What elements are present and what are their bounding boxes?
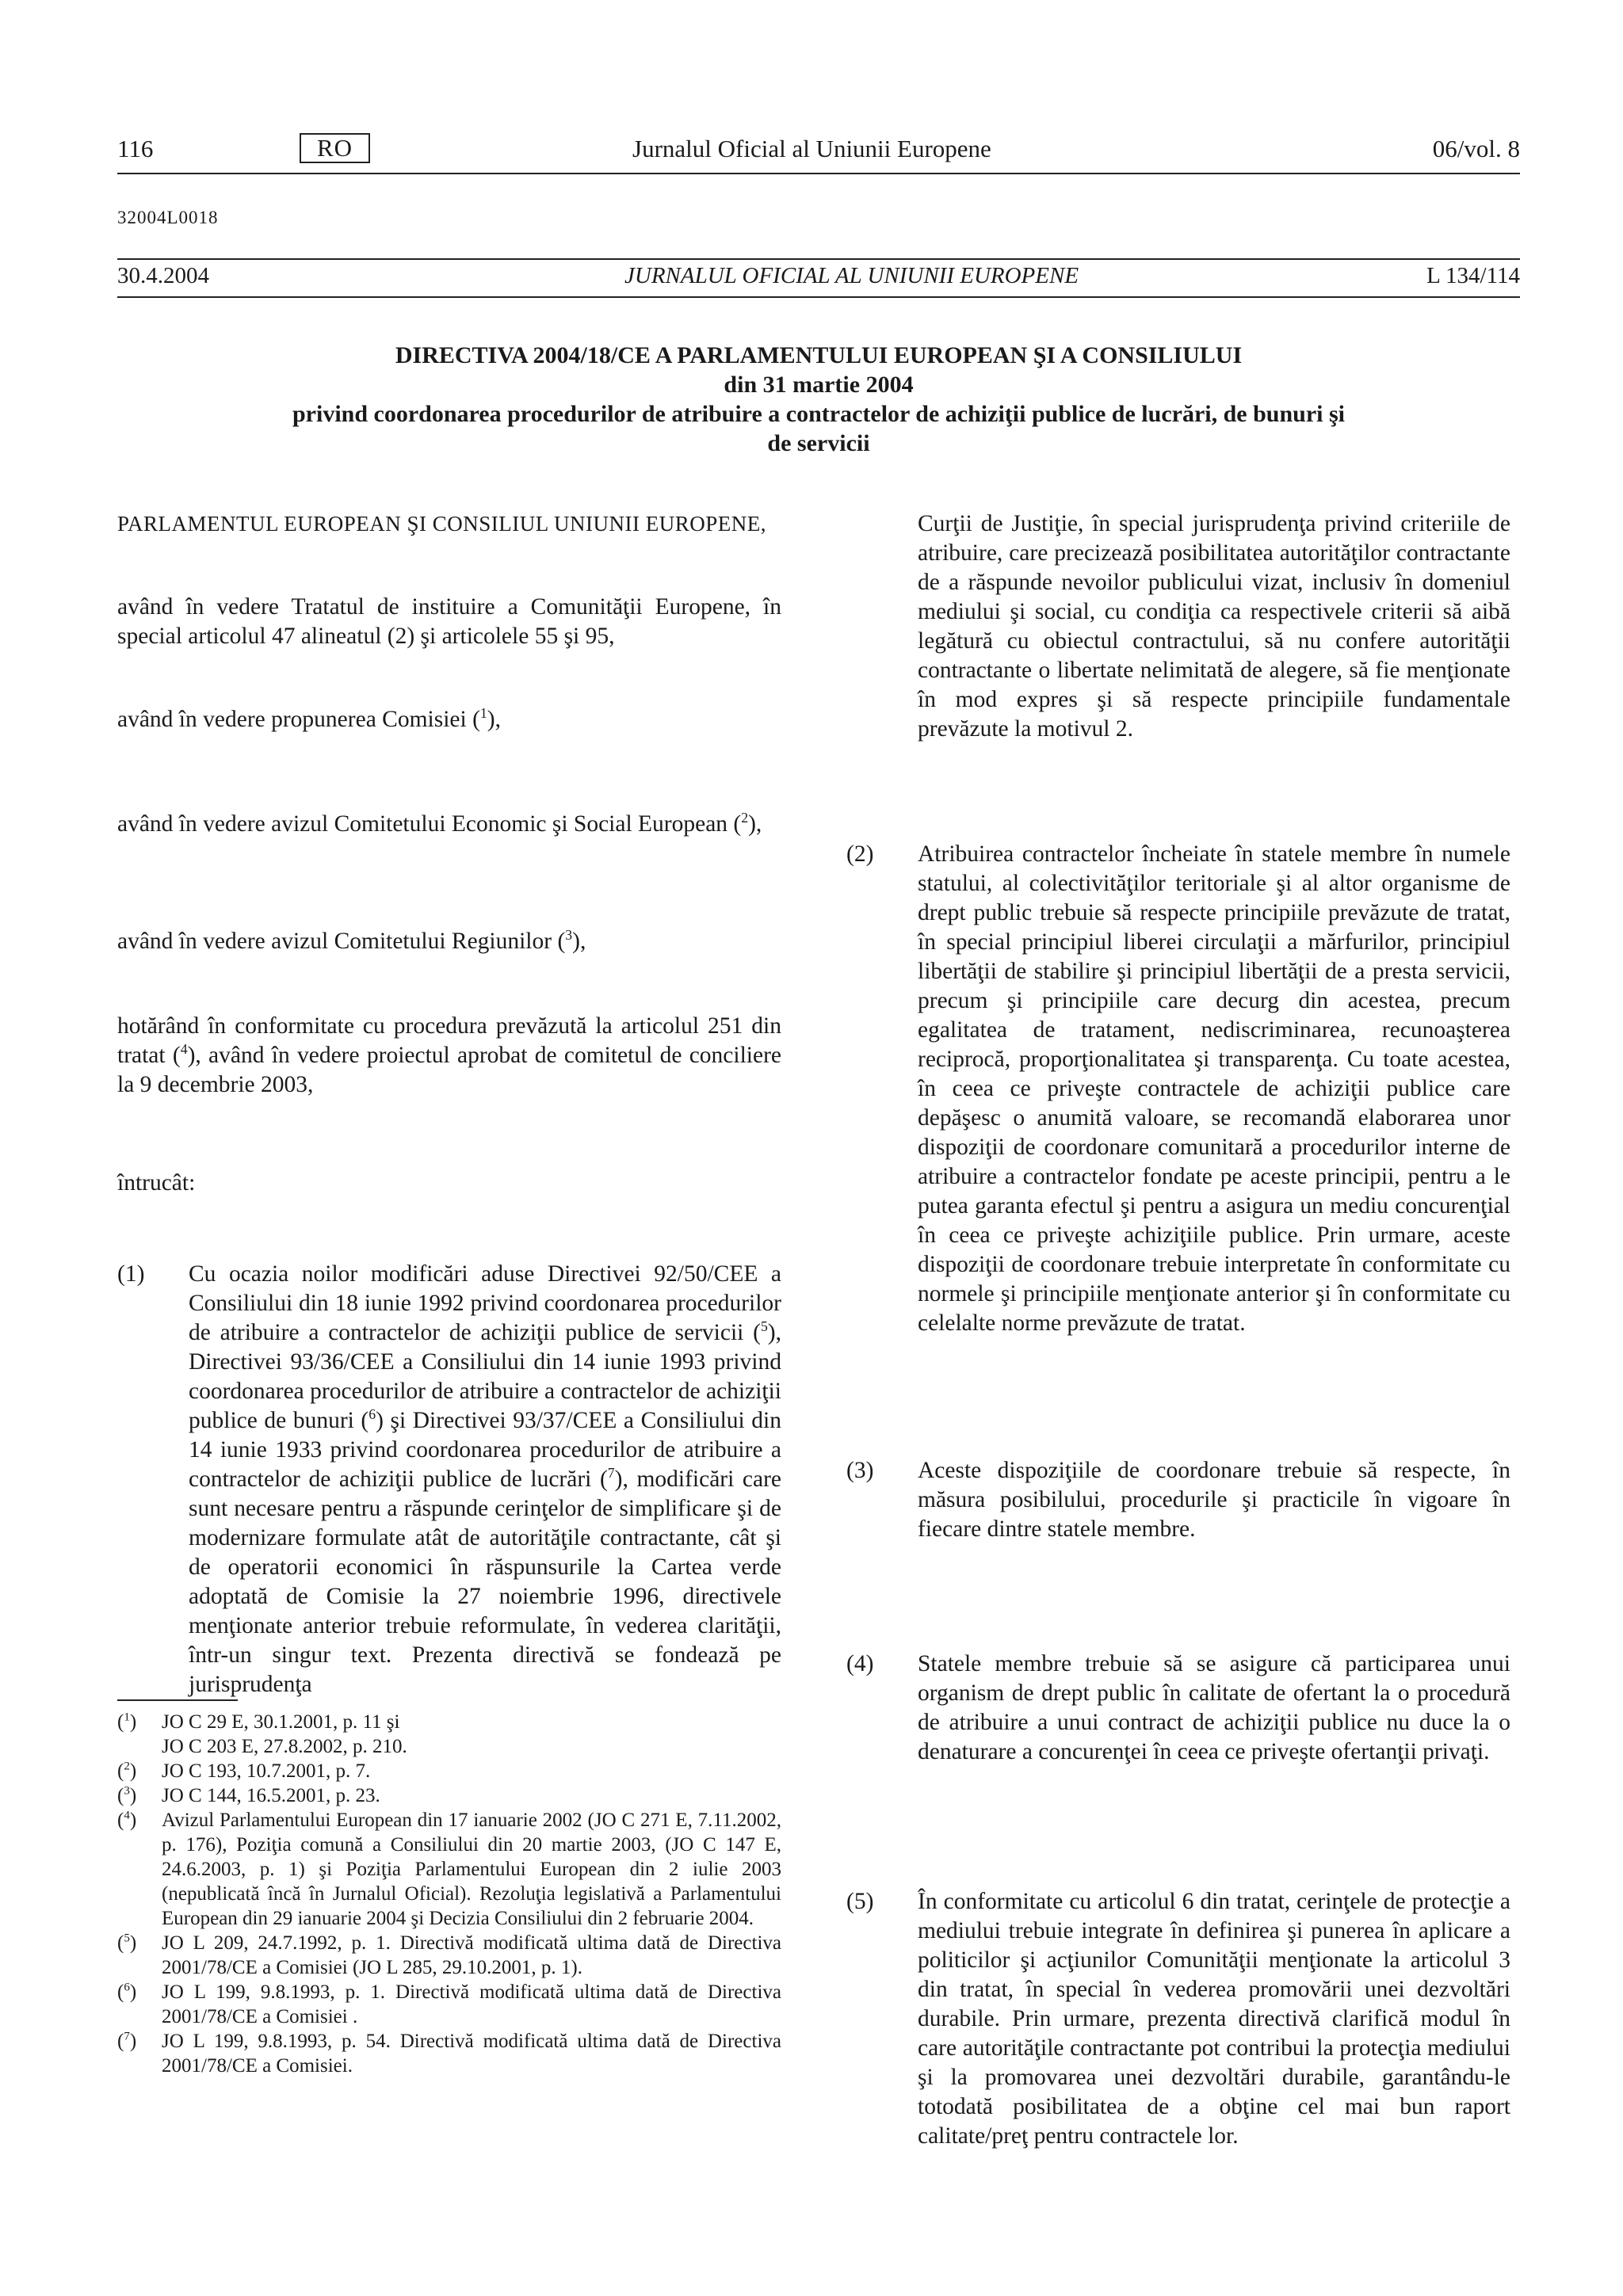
running-header xyxy=(117,132,1520,174)
recital-number: (5) xyxy=(846,1889,874,1914)
oj-header xyxy=(117,258,1520,298)
journal-title: Jurnalul Oficial al Uniunii Europene xyxy=(632,135,991,162)
directive-title xyxy=(117,341,1520,458)
recital-text: Atribuirea contractelor încheiate în statele membre în numele statului, al colectivităţilor teritoriale şi al altor organisme de drept public trebuie să respecte principiile prevăzute de tratat, în special principiul liberei circulaţii a mărfurilor, principiul libertăţii de stabilire şi principiul libertăţii de a presta servicii, precum şi principiile care decurg din acestea, precum egalitatea de tratament, nediscriminarea, recunoaşterea reciprocă, proporţionalitatea şi transparenţa. Cu toate acestea, în ceea ce priveşte contractele de achiziţii publice care depăşesc o anumită valoare, se recomandă elaborarea unor dispoziţii de coordonare comunitară a procedurilor interne de atribuire a contractelor fondate pe aceste principii, pentru a le putea garanta efectul şi pentru a asigura un mediu concurenţial în ceea ce priveşte achiziţiile publice. Prin urmare, aceste dispoziţii de coordonare trebuie interpretate în conformitate cu normele şi principiile menţionate anterior şi în conformitate cu celelalte norme prevăzute de tratat. xyxy=(918,841,1510,1336)
title-line-1: DIRECTIVA 2004/18/CE A PARLAMENTULUI EUROPEAN ŞI A CONSILIULUI xyxy=(395,342,1243,368)
preamble-procedure: hotărând în conformitate cu procedura prevăzută la articolul 251 din tratat ($^4$), având în vedere proiectul aprobat de comitetul de conciliere la 9 decembrie 2003, xyxy=(117,1013,781,1097)
recital-text: Cu ocazia noilor modificări aduse Directivei 92/50/CEE a Consiliului din 18 iunie 1992 privind coordonarea procedurilor de atribuire a contractelor de achiziţii publice de servicii ($^5$), Directivei 93/36/CEE a Consiliului din 14 iunie 1993 privind coordonarea procedurilor de atribuire a contractelor de achiziţii publice de bunuri ($^6$) şi Directivei 93/37/CEE a Consiliului din 14 iunie 1933 privind coordonarea procedurilor de atribuire a contractelor de achiziţii publice de lucrări ($^7$), modificări care sunt necesare pentru a răspunde cerinţelor de simplificare şi de modernizare formulate atât de autorităţile contractante, cât şi de operatorii economici în răspunsurile la Cartea verde adoptată de Comisie la 27 noiembrie 1996, directivele menţionate anterior trebuie reformulate, în vederea clarităţii, într-un singur text. Prezenta directivă se fondează pe jurisprudenţa xyxy=(189,1261,782,1697)
footnote-1: ($^1$) JO C 29 E, 30.1.2001, p. 11 şi JO C 203 E, 27.8.2002, p. 210. xyxy=(117,1711,407,1757)
footnote-7: ($^7$) JO L 199, 9.8.1993, p. 54. Directivă modificată ultima dată de Directiva 2001/78/CE a Comisiei. xyxy=(117,2030,781,2077)
footnote-separator xyxy=(117,1699,238,1701)
footnote-2: ($^2$) JO C 193, 10.7.2001, p. 7. xyxy=(117,1760,371,1782)
footnote-4: ($^4$) Avizul Parlamentului European din 17 ianuarie 2002 (JO C 271 E, 7.11.2002, p. 176), Poziţia comună a Consiliului din 20 martie 2003, (JO C 147 E, 24.6.2003, p. 1) şi Poziţia Parlamentului European din 2 iulie 2003 (nepublicată încă în Jurnalul Oficial). Rezoluţia legislativă a Parlamentului European din 29 ianuarie 2004 şi Decizia Consiliului din 2 februarie 2004. xyxy=(117,1809,781,1929)
title-line-3: privind coordonarea procedurilor de atribuire a contractelor de achiziţii publice de lucrări, de bunuri şi xyxy=(292,401,1345,427)
footnotes xyxy=(117,1710,781,2078)
preamble-ecosoc: având în vedere avizul Comitetului Economic şi Social European ($^2$), xyxy=(117,810,762,837)
preamble-whereas: întrucât: xyxy=(117,1170,196,1196)
recital-text: Statele membre trebuie să se asigure că participarea unui organism de drept public în calitate de ofertant la o procedură de atribuire a unui contract de achiziţii publice nu duce la o denaturare a concurenţei în ceea ce priveşte ofertanţii privaţi. xyxy=(918,1651,1510,1764)
page-number: 116 xyxy=(117,135,154,162)
recital-text: Aceste dispoziţiile de coordonare trebuie să respecte, în măsura posibilului, procedurile şi practicile în vigoare în fiecare dintre statele membre. xyxy=(918,1458,1510,1542)
title-line-2: din 31 martie 2004 xyxy=(724,372,914,398)
preamble-commission: având în vedere propunerea Comisiei ($^1$), xyxy=(117,705,501,732)
publication-date: 30.4.2004 xyxy=(117,263,209,288)
recital-text: În conformitate cu articolul 6 din tratat, cerinţele de protecţie a mediului trebuie integrate în definirea şi punerea în aplicare a politicilor şi acţiunilor Comunităţii menţionate la articolul 3 din tratat, în special în vederea promovării unei dezvoltări durabile. Prin urmare, prezenta directivă clarifică modul în care autorităţile contractante pot contribui la protecţia mediului şi la promovarea unei dezvoltări durabile, garantându-le totodată posibilitatea de a obţine cel mai bun raport calitate/preţ pentru contractele lor. xyxy=(918,1889,1510,2149)
footnote-3: ($^3$) JO C 144, 16.5.2001, p. 23. xyxy=(117,1784,380,1806)
celex-number: 32004L0018 xyxy=(117,208,219,227)
preamble-treaty: având în vedere Tratatul de instituire a Comunităţii Europene, în special articolul 47 alineatul (2) şi articolele 55 şi 95, xyxy=(117,594,781,649)
preamble-regions: având în vedere avizul Comitetului Regiunilor ($^3$), xyxy=(117,927,586,954)
oj-reference: L 134/114 xyxy=(1426,263,1520,288)
title-line-4: de servicii xyxy=(767,430,870,456)
volume-label: 06/vol. 8 xyxy=(1432,135,1520,162)
footnote-6: ($^6$) JO L 199, 9.8.1993, p. 1. Directivă modificată ultima dată de Directiva 2001/78/CE a Comisiei . xyxy=(117,1981,781,2027)
recital-text: Curţii de Justiţie, în special jurisprudenţa privind criteriile de atribuire, care precizează posibilitatea autorităţilor contractante de a răspunde nevoilor publicului vizat, inclusiv în domeniul mediului şi social, cu condiţia ca respectivele criterii să aibă legătură cu obiectul contractului, să nu confere autorităţii contractante o libertate nelimitată de alegere, să fie menţionate în mod expres şi să respecte principiile fundamentale prevăzute la motivul 2. xyxy=(918,511,1510,742)
recital-number: (4) xyxy=(846,1651,874,1676)
recital-number: (1) xyxy=(117,1261,145,1287)
footnote-5: ($^5$) JO L 209, 24.7.1992, p. 1. Directivă modificată ultima dată de Directiva 2001/78/CE a Comisiei (JO L 285, 29.10.2001, p. 1). xyxy=(117,1932,781,1978)
recital-number: (3) xyxy=(846,1458,874,1483)
recital-number: (2) xyxy=(846,841,874,867)
language-badge: RO xyxy=(300,133,370,163)
preamble-parliament: PARLAMENTUL EUROPEAN ŞI CONSILIUL UNIUNII EUROPENE, xyxy=(117,512,766,536)
oj-title: JURNALUL OFICIAL AL UNIUNII EUROPENE xyxy=(624,263,1079,288)
